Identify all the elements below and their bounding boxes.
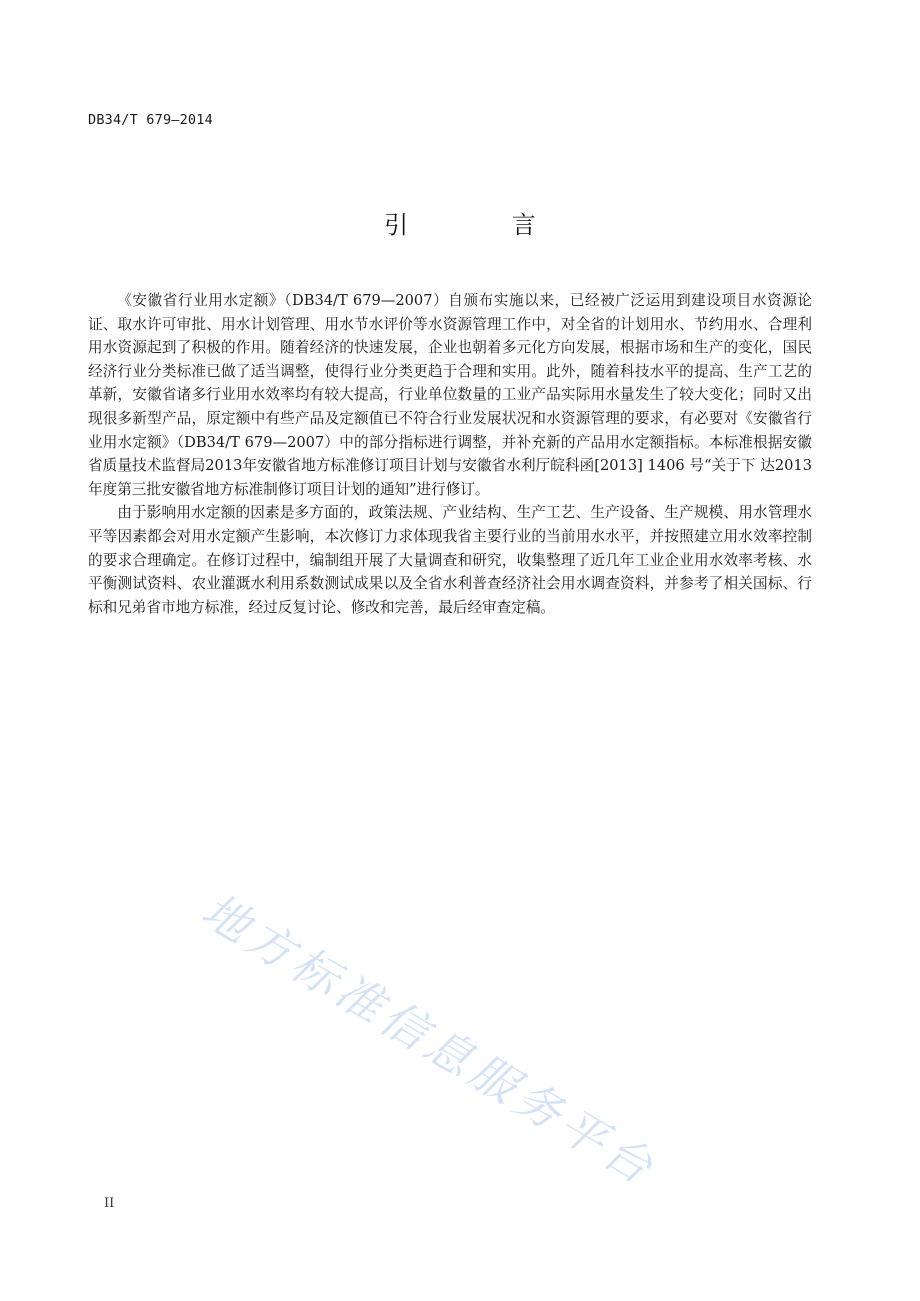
paragraph-1: 《安徽省行业用水定额》（DB34/T 679—2007）自颁布实施以来，已经被广泛运用到建设项目水资源论证、取水许可审批、用水计划管理、用水节水评价等水资源管理工作中，对全省的计划用水、节约用水、合理利用水资源起到了积极的作用。随着经济的快速发展，企业也朝着多元化方向发展，根据市场和生产的变化，国民经济行业分类标准已做了适当调整，使得行业分类更趋于合理和实用。此外，随着科技水平的提高、生产工艺的革新，安徽省诸多行业用水效率均有较大提高，行业单位数量的工业产品实际用水量发生了较大变化；同时又出现很多新型产品，原定额中有些产品及定额值已不符合行业发展状况和水资源管理的要求，有必要对《安徽省行业用水定额》（DB34/T 679—2007）中的部分指标进行调整，并补充新的产品用水定额指标。本标准根据安徽省质量技术监督局2013年安徽省地方标准修订项目计划与安徽省水利厅皖科函[2013] 1406 号“关于下 达2013 年度第三批安徽省地方标准制修订项目计划的通知”进行修订。 [88, 292, 812, 498]
body-text [88, 289, 812, 619]
document-code: DB34/T 679—2014 [88, 112, 213, 128]
watermark: 地方标准信息服务平台 [192, 882, 667, 1197]
page-number: II [104, 1196, 115, 1211]
paragraph-2: 由于影响用水定额的因素是多方面的，政策法规、产业结构、生产工艺、生产设备、生产规模、用水管理水平等因素都会对用水定额产生影响，本次修订力求体现我省主要行业的当前用水水平，并按照建立用水效率控制的要求合理确定。在修订过程中，编制组开展了大量调查和研究，收集整理了近几年工业企业用水效率考核、水平衡测试资料、农业灌溉水利用系数测试成果以及全省水利普查经济社会用水调查资料，并参考了相关国标、行标和兄弟省市地方标准，经过反复讨论、修改和完善，最后经审查定稿。 [88, 504, 812, 616]
page-title: 引 言 [384, 211, 584, 239]
